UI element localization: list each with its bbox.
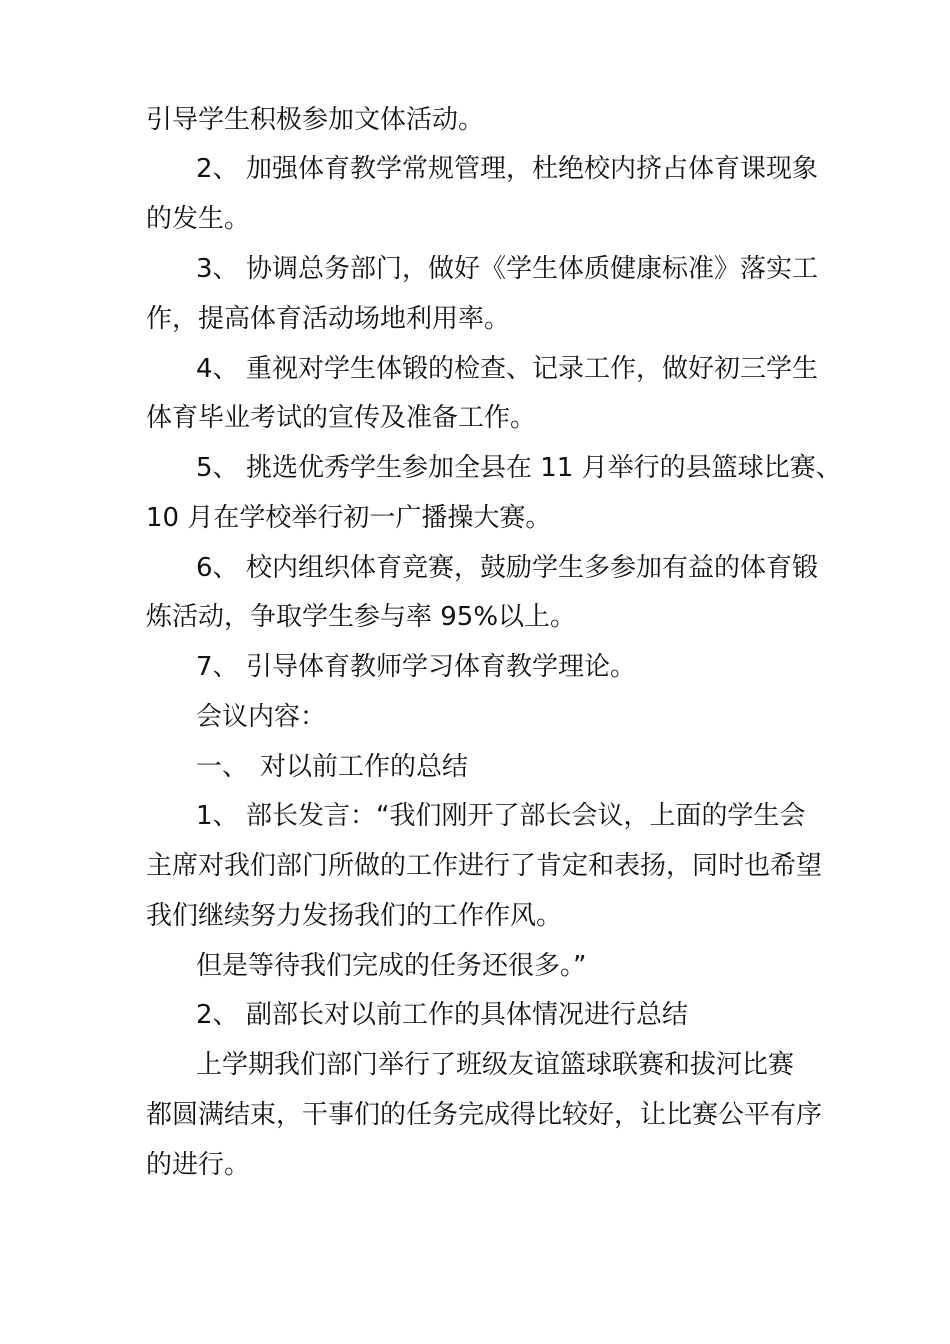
section-heading: 会议内容： — [196, 702, 327, 732]
item-text: 部长发言：“我们刚开了部长会议，上面的学生会 — [246, 801, 806, 831]
subsection-heading — [196, 749, 468, 785]
list-item-2b — [196, 997, 688, 1033]
text-line: 的发生。 — [146, 204, 251, 234]
list-item-1 — [196, 798, 805, 834]
text-line: 10 月在学校举行初一广播操大赛。 — [146, 503, 552, 533]
item-number: 2、 — [196, 1000, 239, 1030]
text-line: 的进行。 — [146, 1150, 251, 1180]
item-number: 7、 — [196, 652, 239, 682]
list-item-4 — [196, 351, 818, 387]
item-text: 校内组织体育竞赛，鼓励学生多参加有益的体育锻 — [246, 553, 819, 583]
list-item-5 — [196, 450, 842, 486]
item-text: 对以前工作的总结 — [260, 752, 469, 782]
item-number: 6、 — [196, 553, 239, 583]
list-item-3 — [196, 251, 818, 287]
item-text: 挑选优秀学生参加全县在 11 月举行的县篮球比赛、 — [246, 453, 842, 483]
item-text: 加强体育教学常规管理，杜绝校内挤占体育课现象 — [246, 154, 819, 184]
list-item-6 — [196, 550, 818, 586]
item-text: 重视对学生体锻的检查、记录工作，做好初三学生 — [246, 354, 819, 384]
text-line: 引导学生积极参加文体活动。 — [146, 105, 485, 135]
text-line: 作，提高体育活动场地利用率。 — [146, 304, 511, 334]
list-item-7 — [196, 649, 636, 685]
text-line: 主席对我们部门所做的工作进行了肯定和表扬，同时也希望 — [146, 851, 823, 881]
text-line: 炼活动，争取学生参与率 95%以上。 — [146, 602, 577, 632]
item-number: 1、 — [196, 801, 239, 831]
item-number: 2、 — [196, 154, 239, 184]
text-line: 上学期我们部门举行了班级友谊篮球联赛和拔河比赛 — [196, 1050, 795, 1080]
text-line: 我们继续努力发扬我们的工作作风。 — [146, 901, 563, 931]
item-text: 引导体育教师学习体育教学理论。 — [246, 652, 637, 682]
item-number: 5、 — [196, 453, 239, 483]
text-line: 但是等待我们完成的任务还很多。” — [196, 951, 587, 981]
item-number: 一、 — [196, 752, 249, 782]
item-text: 副部长对以前工作的具体情况进行总结 — [246, 1000, 689, 1030]
item-text: 协调总务部门，做好《学生体质健康标准》落实工 — [246, 254, 819, 284]
text-line: 都圆满结束，干事们的任务完成得比较好，让比赛公平有序 — [146, 1100, 823, 1130]
item-number: 4、 — [196, 354, 239, 384]
list-item-2 — [196, 151, 818, 187]
item-number: 3、 — [196, 254, 239, 284]
text-line: 体育毕业考试的宣传及准备工作。 — [146, 403, 537, 433]
